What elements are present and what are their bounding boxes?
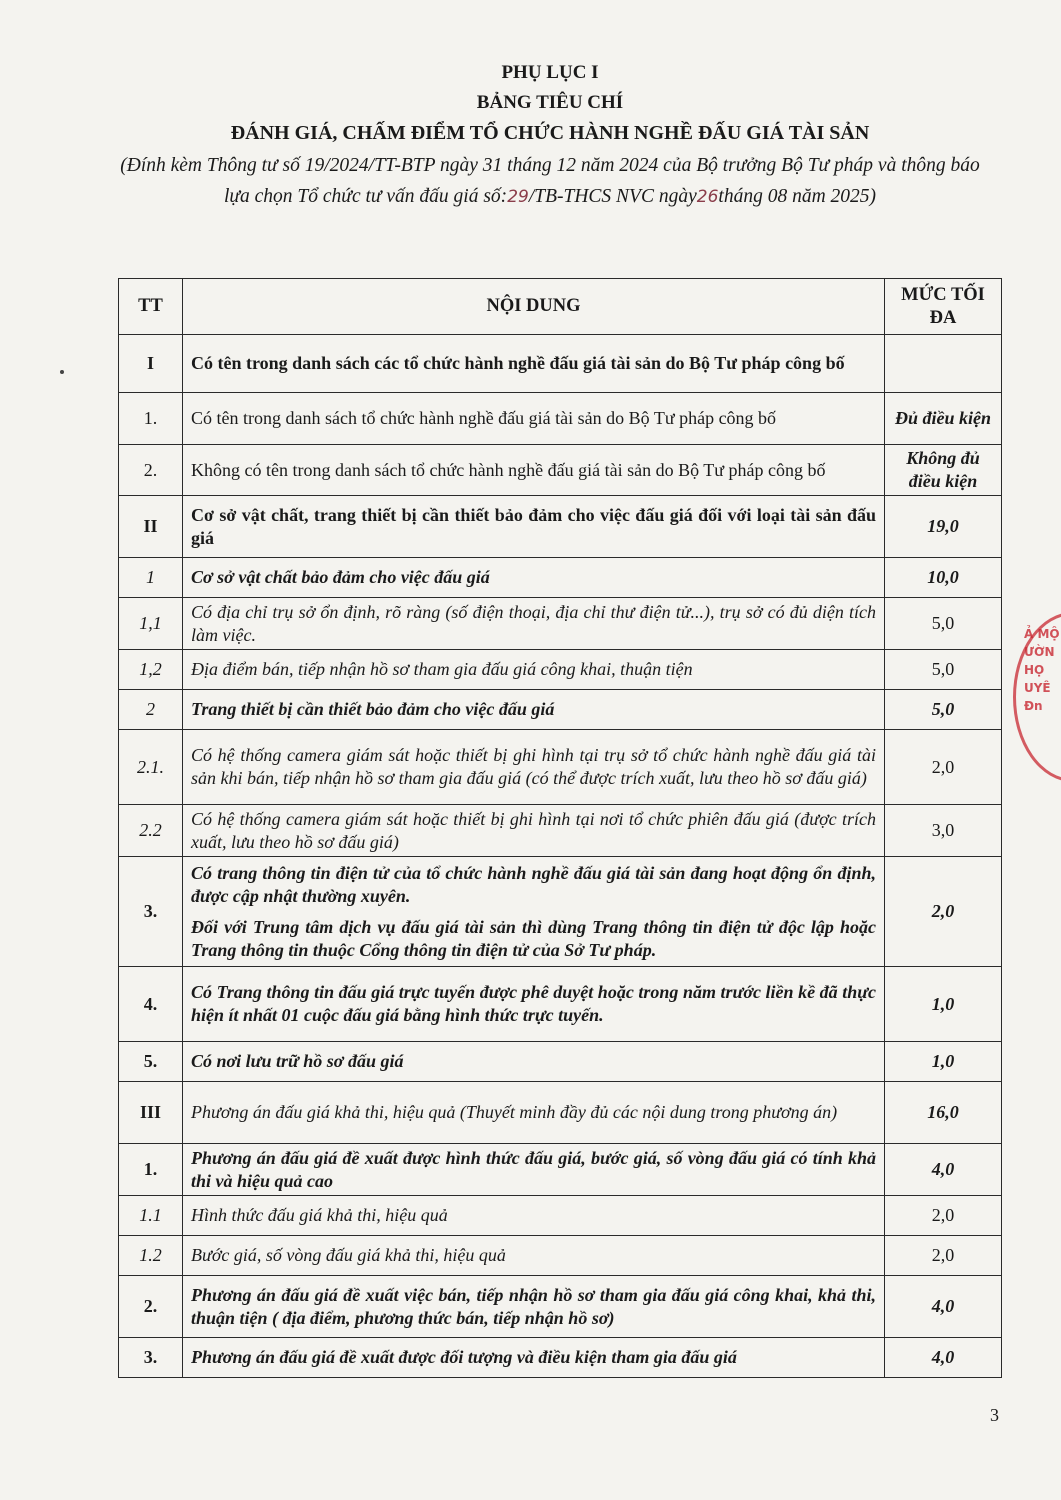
table-row [119, 598, 1002, 650]
row-content-text: Phương án đấu giá đề xuất được hình thức đấu giá, bước giá, số vòng đấu giá có tính khả thi và hiệu quả cao [191, 1147, 876, 1191]
row-content [183, 1236, 885, 1276]
row-content-text: Có trang thông tin điện tử của tổ chức hành nghề đấu giá tài sản đang hoạt động ổn định, được cập nhật thường xuyên. [191, 862, 876, 906]
table-row [119, 690, 1002, 730]
row-content-text: Có hệ thống camera giám sát hoặc thiết bị ghi hình tại nơi tổ chức phiên đấu giá (được trích xuất, lưu theo hồ sơ đấu giá) [191, 808, 876, 852]
row-content [183, 445, 885, 496]
row-content-text: Phương án đấu giá đề xuất việc bán, tiếp nhận hồ sơ tham gia đấu giá công khai, khả thi, thuận tiện ( địa điểm, phương thức bán, tiếp nhận hồ sơ) [191, 1284, 876, 1328]
header-content: NỘI DUNG [183, 279, 885, 335]
table-row [119, 730, 1002, 805]
row-content-text: Có nơi lưu trữ hồ sơ đấu giá [191, 1051, 404, 1071]
row-max-score: 4,0 [885, 1338, 1002, 1378]
criteria-table [118, 278, 1002, 1378]
table-row [119, 967, 1002, 1042]
table-body [119, 335, 1002, 1378]
row-content-text: Phương án đấu giá đề xuất được đối tượng và điều kiện tham gia đấu giá [191, 1347, 737, 1367]
row-content-text: Có Trang thông tin đấu giá trực tuyến được phê duyệt hoặc trong năm trước liền kề đã thực hiện ít nhất 01 cuộc đấu giá bằng hình thức trực tuyến. [191, 982, 876, 1025]
header-tt: TT [119, 279, 183, 335]
row-content [183, 496, 885, 558]
row-content [183, 1042, 885, 1082]
row-content-text: Có tên trong danh sách các tổ chức hành nghề đấu giá tài sản do Bộ Tư pháp công bố [191, 353, 845, 373]
row-content-text: Trang thiết bị cần thiết bảo đảm cho việc đấu giá [191, 699, 555, 719]
row-max-score: 19,0 [885, 496, 1002, 558]
row-content [183, 805, 885, 857]
row-max-score: 1,0 [885, 1042, 1002, 1082]
table-row [119, 496, 1002, 558]
row-max-score: Không đủ điều kiện [885, 445, 1002, 496]
table-row [119, 445, 1002, 496]
row-content [183, 690, 885, 730]
row-number: III [119, 1082, 183, 1144]
row-max-score: 1,0 [885, 967, 1002, 1042]
row-number: 2.2 [119, 805, 183, 857]
row-max-score: 10,0 [885, 558, 1002, 598]
row-number: 1,2 [119, 650, 183, 690]
row-content [183, 1196, 885, 1236]
row-content [183, 1144, 885, 1196]
row-number: 3. [119, 857, 183, 967]
row-number: 1,1 [119, 598, 183, 650]
row-content [183, 857, 885, 967]
table-row [119, 335, 1002, 393]
row-content-note: Đối với Trung tâm dịch vụ đấu giá tài sản thì dùng Trang thông tin điện tử độc lập hoặc Trang thông tin thuộc Cổng thông tin điện tử của Sở Tư pháp. [191, 916, 876, 960]
page-number: 3 [990, 1405, 999, 1425]
handwritten-number: 29 [507, 187, 529, 207]
row-number: 4. [119, 967, 183, 1042]
row-number: 1. [119, 1144, 183, 1196]
row-content [183, 1276, 885, 1338]
row-number: 1.1 [119, 1196, 183, 1236]
row-number: I [119, 335, 183, 393]
table-row [119, 650, 1002, 690]
table-row [119, 1338, 1002, 1378]
table-row [119, 558, 1002, 598]
row-max-score [885, 335, 1002, 393]
row-content [183, 967, 885, 1042]
red-stamp: Ả MỘ ƯỜN HỌ UYÊ Đn [1013, 612, 1061, 782]
table-title: BẢNG TIÊU CHÍ [476, 92, 624, 113]
row-number: 2. [119, 1276, 183, 1338]
table-row [119, 805, 1002, 857]
row-max-score: 4,0 [885, 1144, 1002, 1196]
row-max-score: 2,0 [885, 730, 1002, 805]
row-max-score: 2,0 [885, 857, 1002, 967]
row-content-text: Cơ sở vật chất bảo đảm cho việc đấu giá [191, 567, 490, 587]
row-content [183, 598, 885, 650]
table-row [119, 1042, 1002, 1082]
row-content [183, 335, 885, 393]
row-content-text: Không có tên trong danh sách tổ chức hành nghề đấu giá tài sản do Bộ Tư pháp công bố [191, 459, 826, 480]
row-content [183, 1338, 885, 1378]
row-number: 1 [119, 558, 183, 598]
row-number: 2.1. [119, 730, 183, 805]
row-max-score: 5,0 [885, 690, 1002, 730]
row-number: 5. [119, 1042, 183, 1082]
row-content-text: Địa điểm bán, tiếp nhận hồ sơ tham gia đấu giá công khai, thuận tiện [191, 659, 693, 679]
table-row [119, 1196, 1002, 1236]
row-max-score: 2,0 [885, 1196, 1002, 1236]
table-row [119, 857, 1002, 967]
row-max-score: 4,0 [885, 1276, 1002, 1338]
row-max-score: 3,0 [885, 805, 1002, 857]
appendix-title: PHỤ LỤC I [501, 62, 599, 83]
table-row [119, 1082, 1002, 1144]
row-content [183, 558, 885, 598]
row-content [183, 650, 885, 690]
row-max-score: Đủ điều kiện [885, 393, 1002, 445]
table-row [119, 393, 1002, 445]
table-row [119, 1236, 1002, 1276]
document-heading [110, 58, 990, 213]
scan-speck [60, 370, 64, 374]
header-max-score: MỨC TỐI ĐA [885, 279, 1002, 335]
table-row [119, 1144, 1002, 1196]
table-header-row [119, 279, 1002, 335]
row-max-score: 16,0 [885, 1082, 1002, 1144]
row-content-text: Có địa chỉ trụ sở ổn định, rõ ràng (số điện thoại, địa chỉ thư điện tử...), trụ sở có đủ diện tích làm việc. [191, 601, 876, 645]
row-content [183, 1082, 885, 1144]
row-content-text: Phương án đấu giá khả thi, hiệu quả (Thuyết minh đầy đủ các nội dung trong phương án) [191, 1102, 838, 1122]
row-number: 1.2 [119, 1236, 183, 1276]
row-content-text: Có hệ thống camera giám sát hoặc thiết bị ghi hình tại trụ sở tổ chức hành nghề đấu giá tài sản khi bán, tiếp nhận hồ sơ tham gia đấu giá (có thể được trích xuất, lưu theo hồ sơ đấu giá) [191, 745, 876, 788]
handwritten-day: 26 [696, 187, 719, 207]
row-max-score: 5,0 [885, 598, 1002, 650]
document-subject: ĐÁNH GIÁ, CHẤM ĐIỂM TỔ CHỨC HÀNH NGHỀ ĐẤU GIÁ TÀI SẢN [230, 122, 870, 144]
row-number: 2 [119, 690, 183, 730]
row-content-text: Bước giá, số vòng đấu giá khả thi, hiệu quả [191, 1245, 506, 1265]
row-number: 2. [119, 445, 183, 496]
table-row [119, 1276, 1002, 1338]
row-content [183, 393, 885, 445]
row-max-score: 5,0 [885, 650, 1002, 690]
attachment-note: (Đính kèm Thông tư số 19/2024/TT-BTP ngày 31 tháng 12 năm 2024 của Bộ trưởng Bộ Tư pháp và thông báo lựa chọn Tổ chức tư vấn đấu giá số:29/TB-THCS NVC ngày26tháng 08 năm 2025) [120, 155, 980, 207]
row-content-text: Có tên trong danh sách tổ chức hành nghề đấu giá tài sản do Bộ Tư pháp công bố [191, 408, 777, 428]
row-content-text: Cơ sở vật chất, trang thiết bị cần thiết bảo đảm cho việc đấu giá đối với loại tài sản đấu giá [191, 504, 876, 548]
row-number: 3. [119, 1338, 183, 1378]
row-number: 1. [119, 393, 183, 445]
row-content-text: Hình thức đấu giá khả thi, hiệu quả [191, 1205, 448, 1225]
row-max-score: 2,0 [885, 1236, 1002, 1276]
row-number: II [119, 496, 183, 558]
row-content [183, 730, 885, 805]
